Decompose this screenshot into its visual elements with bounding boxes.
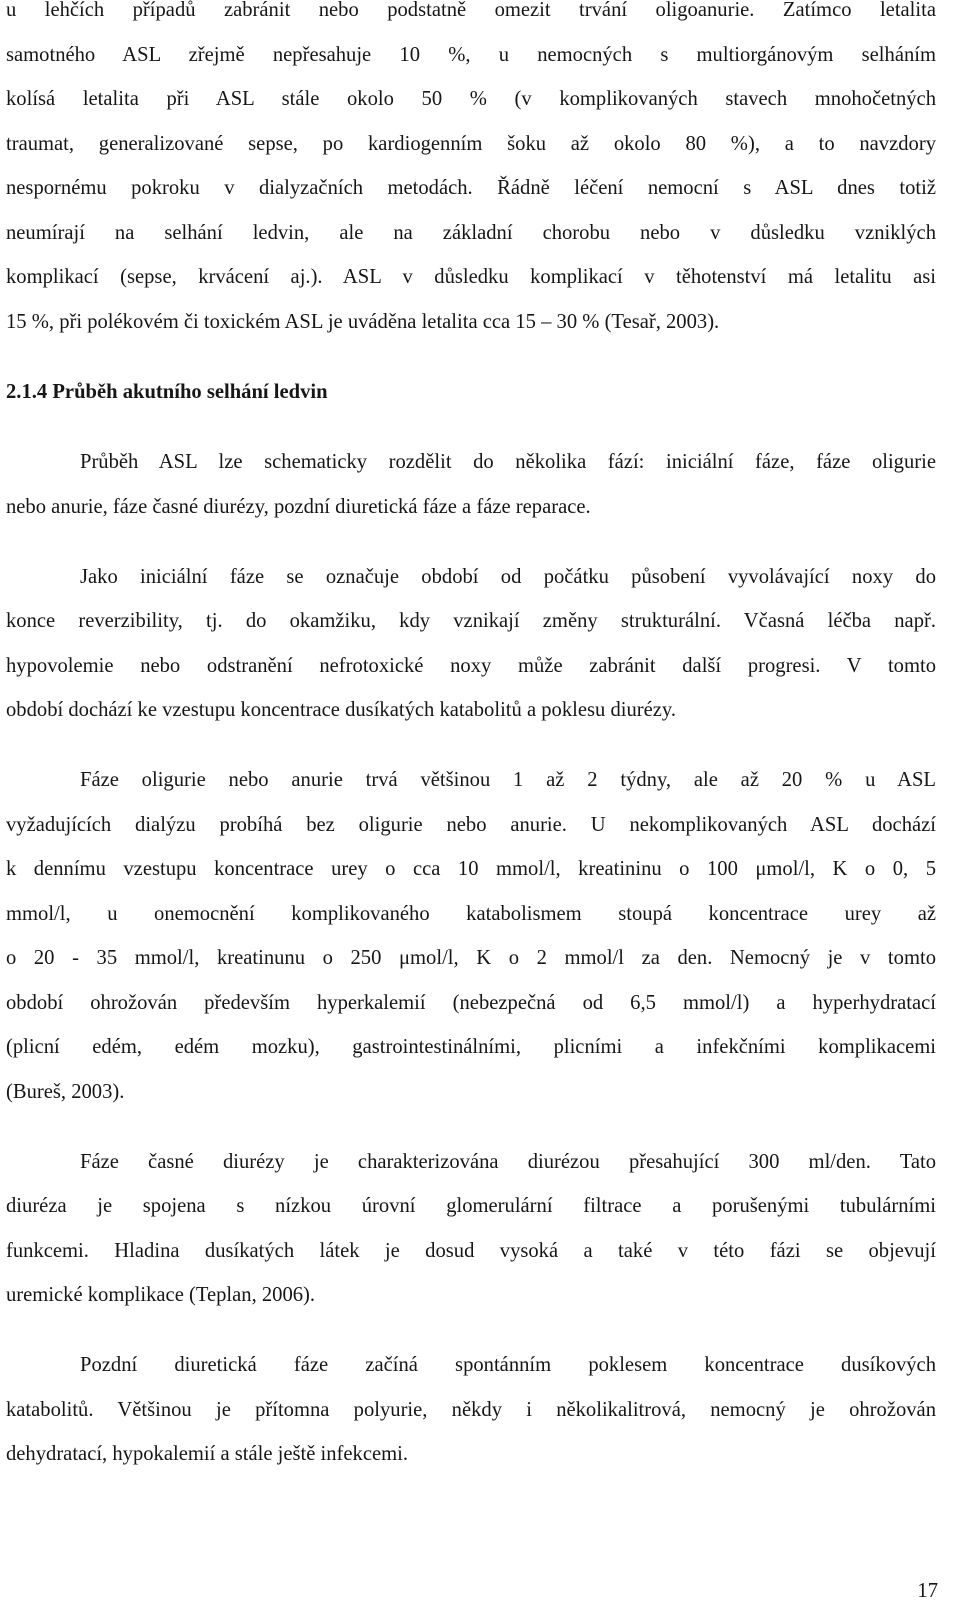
text-line: neumírají na selhání ledvin, ale na základní chorobu nebo v důsledku vzniklých	[6, 222, 936, 244]
text-line: diuréza je spojena s nízkou úrovní glomerulární filtrace a porušenými tubulárními	[6, 1195, 936, 1217]
text-line: období ohrožován především hyperkalemií (nebezpečná od 6,5 mmol/l) a hyperhydratací	[6, 992, 936, 1014]
text-line: Pozdní diuretická fáze začíná spontánním poklesem koncentrace dusíkových	[80, 1354, 936, 1376]
text-line: období dochází ke vzestupu koncentrace dusíkatých katabolitů a poklesu diurézy.	[6, 699, 677, 721]
text-line: funkcemi. Hladina dusíkatých látek je dosud vysoká a také v této fázi se objevují	[6, 1240, 936, 1262]
text-line: Jako iniciální fáze se označuje období od počátku působení vyvolávající noxy do	[80, 566, 936, 588]
page-number: 17	[917, 1580, 938, 1602]
section-title: Průběh akutního selhání ledvin	[52, 381, 328, 403]
text-line: vyžadujících dialýzu probíhá bez oligurie nebo anurie. U nekomplikovaných ASL dochází	[6, 814, 936, 836]
text-line: Fáze časné diurézy je charakterizována diurézou přesahující 300 ml/den. Tato	[80, 1151, 936, 1173]
text-line: o 20 - 35 mmol/l, kreatinunu o 250 μmol/l, K o 2 mmol/l za den. Nemocný je v tomto	[6, 947, 936, 969]
text-line: kolísá letalita při ASL stále okolo 50 % (v komplikovaných stavech mnohočetných	[6, 88, 936, 110]
text-line: hypovolemie nebo odstranění nefrotoxické noxy může zabránit další progresi. V tomto	[6, 655, 936, 677]
text-line: dehydratací, hypokalemií a stále ještě infekcemi.	[6, 1443, 408, 1465]
section-heading	[6, 379, 936, 405]
text-line: konce reverzibility, tj. do okamžiku, kdy vznikají změny strukturální. Včasná léčba např.	[6, 610, 936, 632]
text-line: uremické komplikace (Teplan, 2006).	[6, 1284, 316, 1306]
text-line: nespornému pokroku v dialyzačních metodách. Řádně léčení nemocní s ASL dnes totiž	[6, 177, 936, 199]
text-line: komplikací (sepse, krvácení aj.). ASL v důsledku komplikací v těhotenství má letalitu asi	[6, 266, 936, 288]
text-line: Fáze oligurie nebo anurie trvá většinou 1 až 2 týdny, ale až 20 % u ASL	[80, 769, 936, 791]
section-number: 2.1.4	[6, 381, 48, 403]
text-line: u lehčích případů zabránit nebo podstatně omezit trvání oligoanurie. Zatímco letalita	[6, 0, 936, 21]
text-line: Průběh ASL lze schematicky rozdělit do několika fází: iniciální fáze, fáze oligurie	[80, 451, 936, 473]
text-line: 15 %, při polékovém či toxickém ASL je uváděna letalita cca 15 – 30 % (Tesař, 2003).	[6, 311, 720, 333]
text-line: (Bureš, 2003).	[6, 1081, 125, 1103]
text-line: samotného ASL zřejmě nepřesahuje 10 %, u nemocných s multiorgánovým selháním	[6, 44, 936, 66]
text-line: k dennímu vzestupu koncentrace urey o cca 10 mmol/l, kreatininu o 100 μmol/l, K o 0, 5	[6, 858, 936, 880]
text-line: traumat, generalizované sepse, po kardiogenním šoku až okolo 80 %), a to navzdory	[6, 133, 936, 155]
text-line: mmol/l, u onemocnění komplikovaného katabolismem stoupá koncentrace urey až	[6, 903, 936, 925]
text-line: (plicní edém, edém mozku), gastrointestinálními, plicními a infekčními komplikacemi	[6, 1036, 936, 1058]
text-line: katabolitů. Většinou je přítomna polyurie, někdy i několikalitrová, nemocný je ohrožován	[6, 1399, 936, 1421]
text-line: nebo anurie, fáze časné diurézy, pozdní diuretická fáze a fáze reparace.	[6, 496, 591, 518]
